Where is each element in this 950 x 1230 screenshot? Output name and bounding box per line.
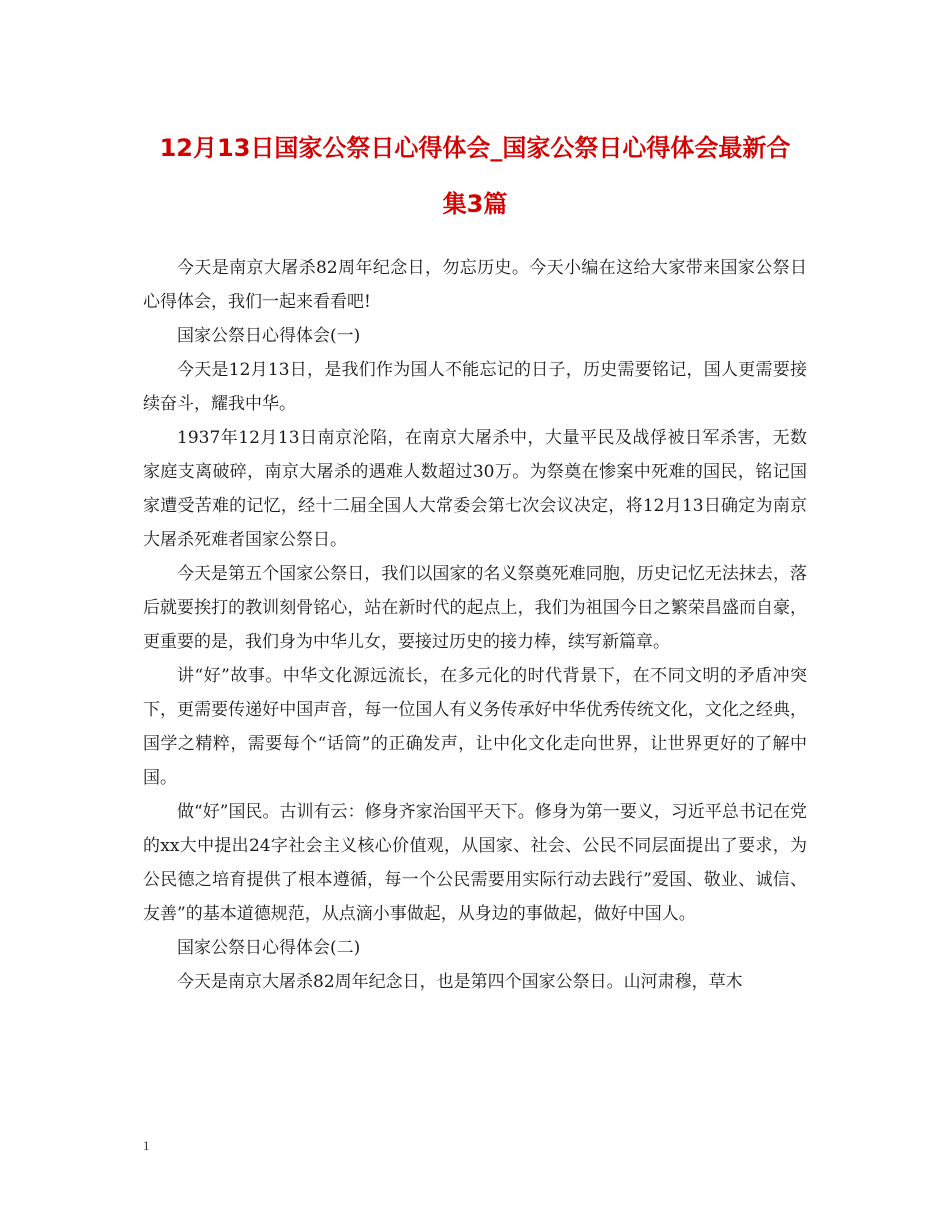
document-title xyxy=(120,120,830,232)
paragraph: 今天是12月13日，是我们作为国人不能忘记的日子，历史需要铭记，国人更需要接续奋斗，耀我中华。 xyxy=(143,360,807,414)
document-body xyxy=(143,251,807,999)
section-heading: 国家公祭日心得体会(一) xyxy=(177,326,361,346)
paragraph: 讲“好”故事。中华文化源远流长，在多元化的时代背景下，在不同文明的矛盾冲突下，更需要传递好中国声音，每一位国人有义务传承好中华优秀传统文化，文化之经典，国学之精粹，需要每个“话筒”的正确发声，让中化文化走向世界，让世界更好的了解中国。 xyxy=(143,666,807,788)
paragraph: 做“好”国民。古训有云：修身齐家治国平天下。修身为第一要义，习近平总书记在党的xx大中提出24字社会主义核心价值观，从国家、社会、公民不同层面提出了要求，为公民德之培育提供了根本遵循，每一个公民需要用实际行动去践行”爱国、敬业、诚信、友善”的基本道德规范，从点滴小事做起，从身边的事做起，做好中国人。 xyxy=(143,802,807,924)
title-line-1: 12月13日国家公祭日心得体会_国家公祭日心得体会最新合 xyxy=(159,134,791,162)
paragraph: 今天是南京大屠杀82周年纪念日，也是第四个国家公祭日。山河肃穆，草木 xyxy=(177,972,743,992)
page-number: 1 xyxy=(143,1138,150,1153)
paragraph: 今天是南京大屠杀82周年纪念日，勿忘历史。今天小编在这给大家带来国家公祭日心得体会，我们一起来看看吧! xyxy=(143,258,807,312)
title-line-2: 集3篇 xyxy=(442,190,508,218)
section-heading: 国家公祭日心得体会(二) xyxy=(177,938,361,958)
paragraph: 1937年12月13日南京沦陷，在南京大屠杀中，大量平民及战俘被日军杀害，无数家庭支离破碎，南京大屠杀的遇难人数超过30万。为祭奠在惨案中死难的国民，铭记国家遭受苦难的记忆，经十二届全国人大常委会第七次会议决定，将12月13日确定为南京大屠杀死难者国家公祭日。 xyxy=(143,428,807,550)
paragraph: 今天是第五个国家公祭日，我们以国家的名义祭奠死难同胞，历史记忆无法抹去，落后就要挨打的教训刻骨铭心，站在新时代的起点上，我们为祖国今日之繁荣昌盛而自豪，更重要的是，我们身为中华儿女，要接过历史的接力棒，续写新篇章。 xyxy=(143,564,807,652)
